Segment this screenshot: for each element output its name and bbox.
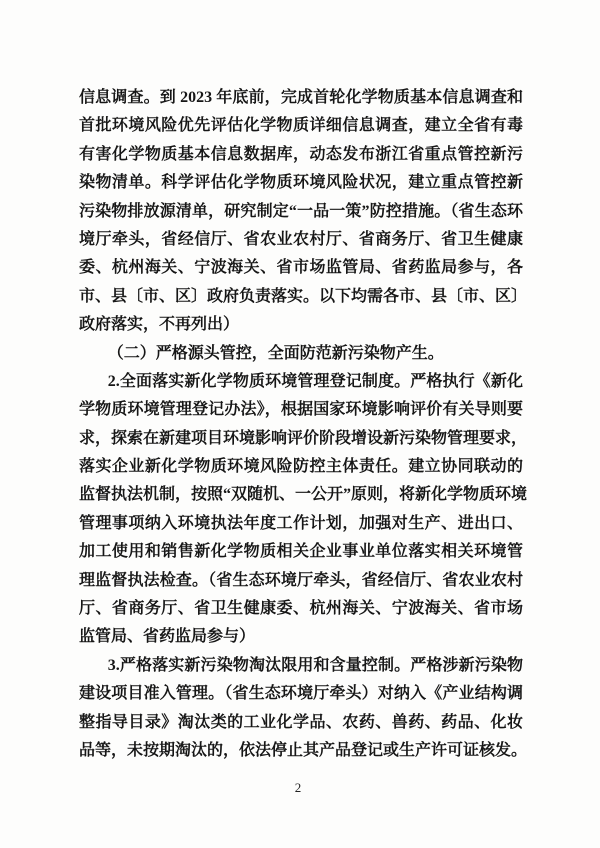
text-line: 2.全面落实新化学物质环境管理登记制度。严格执行《新化 [107,372,523,390]
text-line: 信息调查。到 2023 年底前，完成首轮化学物质基本信息调查和 [79,89,523,106]
text-line: 学物质环境管理登记办法》，根据国家环境影响评价有关导则要 [79,401,523,419]
text-line: 委、杭州海关、宁波海关、省市场监管局、省药监局参与，各 [79,259,523,277]
text-line: 加工使用和销售新化学物质相关企业事业单位落实相关环境管 [79,543,523,561]
text-line: 监管局、省药监局参与） [79,628,256,646]
text-line: （二）严格源头管控，全面防范新污染物产生。 [107,344,444,362]
text-line: 政府落实，不再列出） [79,316,240,334]
text-line: 求，探索在新建项目环境影响评价阶段增设新污染物管理要求， [79,429,528,447]
text-line: 理监督执法检查。（省生态环境厅牵头，省经信厅、省农业农村 [79,571,523,589]
text-line: 市、县〔市、区〕政府负责落实。以下均需各市、县〔市、区〕 [79,287,528,305]
text-line: 3.严格落实新污染物淘汰限用和含量控制。严格涉新污染物 [107,656,523,674]
text-line: 品等，未按期淘汰的，依法停止其产品登记或生产许可证核发。 [79,741,528,759]
text-line: 落实企业新化学物质环境风险防控主体责任。建立协同联动的 [79,458,523,476]
text-line: 建设项目准入管理。（省生态环境厅牵头）对纳入《产业结构调 [79,685,523,703]
text-line: 境厅牵头，省经信厅、省农业农村厅、省商务厅、省卫生健康 [79,230,523,248]
text-line: 监督执法机制，按照“双随机、一公开”原则，将新化学物质环境 [79,486,528,504]
page-number: 2 [294,780,302,795]
document-body [79,84,528,765]
text-line: 厅、省商务厅、省卫生健康委、杭州海关、宁波海关、省市场 [79,600,523,618]
text-line: 首批环境风险优先评估化学物质详细信息调查，建立全省有毒 [79,117,523,135]
text-line: 污染物排放源清单，研究制定“一品一策”防控措施。（省生态环 [79,202,523,220]
text-line: 管理事项纳入环境执法年度工作计划，加强对生产、进出口、 [79,514,523,532]
text-line: 有害化学物质基本信息数据库，动态发布浙江省重点管控新污 [79,145,523,163]
text-line: 染物清单。科学评估化学物质环境风险状况，建立重点管控新 [79,174,523,192]
text-line: 整指导目录》淘汰类的工业化学品、农药、兽药、药品、化妆 [79,713,523,731]
